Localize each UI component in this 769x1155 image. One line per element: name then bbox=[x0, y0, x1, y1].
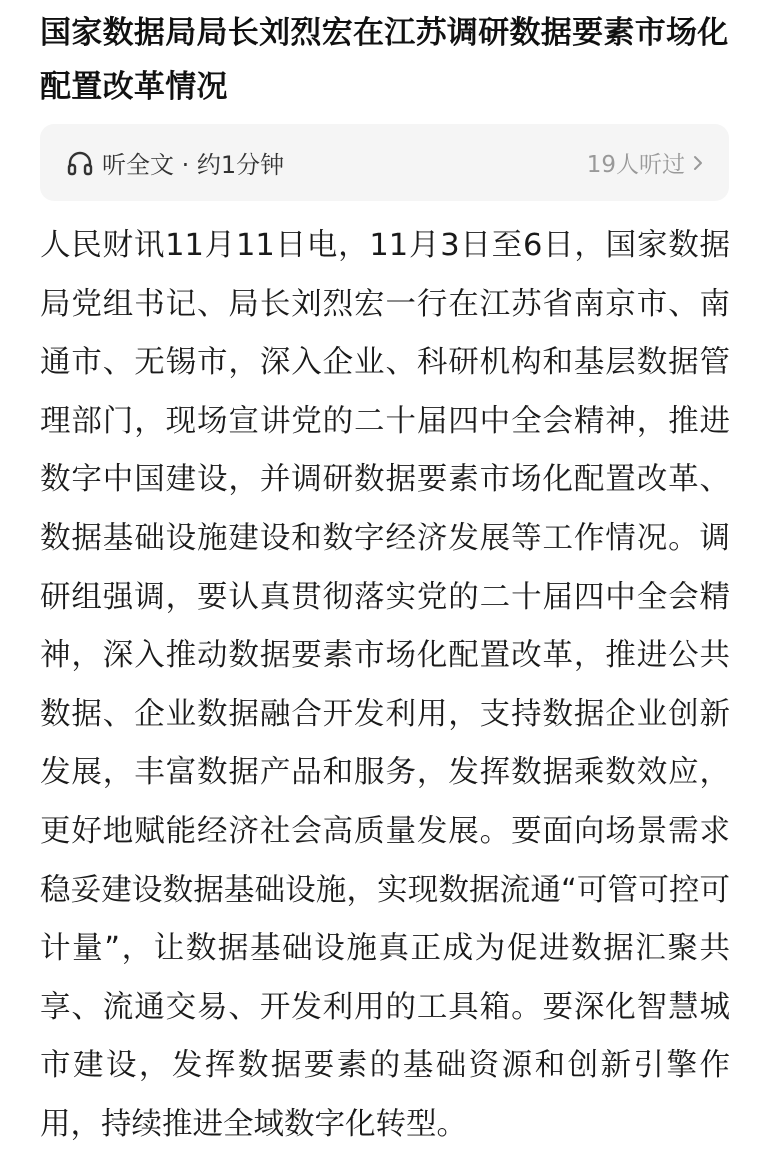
chevron-right-icon bbox=[691, 153, 705, 173]
listen-label: 听全文 · 约1分钟 bbox=[102, 151, 285, 179]
article-body: 人民财讯11月11日电，11月3日至6日，国家数据局党组书记、局长刘烈宏一行在江苏省南京市、南通市、无锡市，深入企业、科研机构和基层数据管理部门，现场宣讲党的二十届四中全会精神，推进数字中国建设，并调研数据要素市场化配置改革、数据基础设施建设和数字经济发展等工作情况。调研组强调，要认真贯彻落实党的二十届四中全会精神，深入推动数据要素市场化配置改革，推进公共数据、企业数据融合开发利用，支持数据企业创新发展，丰富数据产品和服务，发挥数据乘数效应，更好地赋能经济社会高质量发展。要面向场景需求稳妥建设数据基础设施，实现数据流通“可管可控可计量”，让数据基础设施真正成为促进数据汇聚共享、流通交易、开发利用的工具箱。要深化智慧城市建设，发挥数据要素的基础资源和创新引擎作用，持续推进全域数字化转型。 bbox=[40, 228, 730, 1142]
listen-full-text-bar[interactable] bbox=[40, 124, 729, 201]
listen-right-group bbox=[587, 124, 705, 201]
article-title: 国家数据局局长刘烈宏在江苏调研数据要素市场化配置改革情况 bbox=[40, 15, 729, 105]
listen-left-group bbox=[66, 124, 284, 201]
listener-count: 19人听过 bbox=[586, 152, 685, 178]
headphones-icon bbox=[66, 149, 94, 177]
